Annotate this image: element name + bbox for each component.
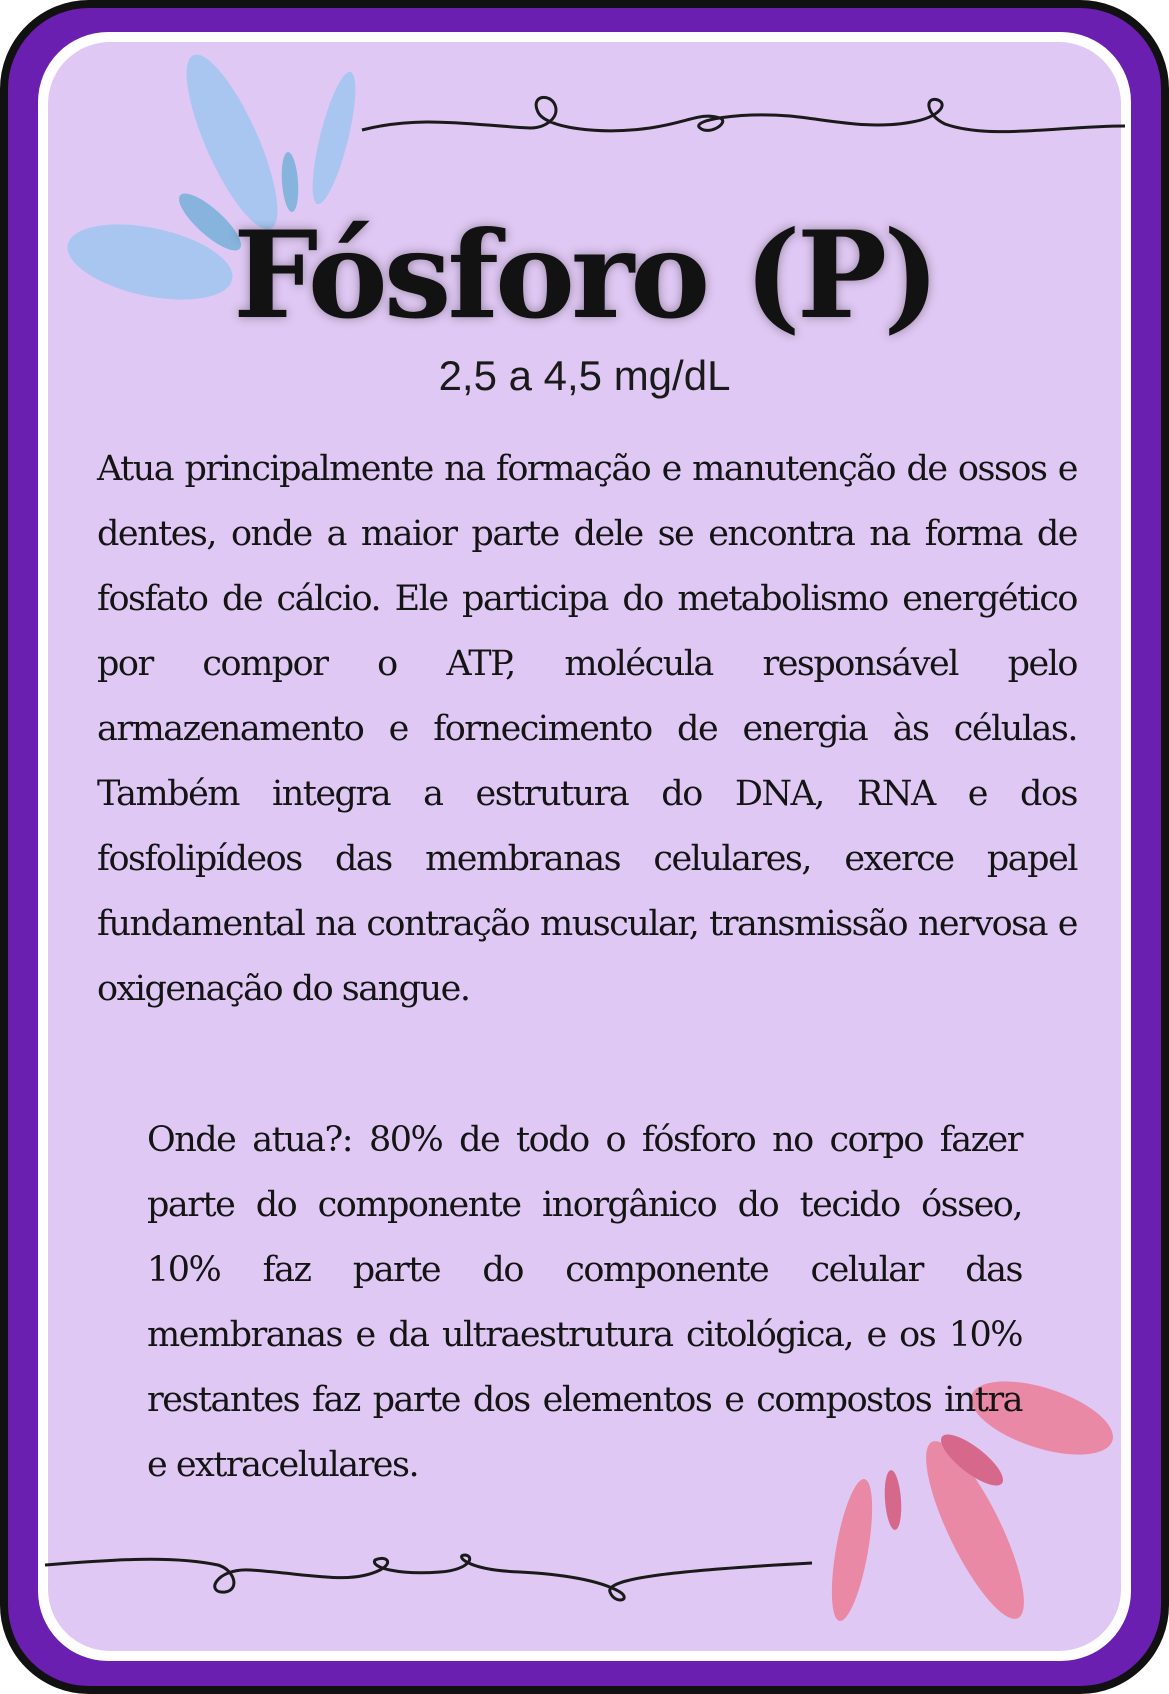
where-it-acts-paragraph: Onde atua?: 80% de todo o fósforo no corpo fazer parte do componente inorgânico do tecido ósseo, 10% faz parte do componente celular das membranas e da ultraestrutura citológica, e os 10% restantes faz parte dos elementos e compostos intra e extracelulares. (147, 1120, 1022, 1485)
page-title: Fósforo (P) (233, 205, 936, 346)
reference-range: 2,5 a 4,5 mg/dL (438, 352, 731, 399)
description-paragraph: Atua principalmente na formação e manutenção de ossos e dentes, onde a maior parte dele se encontra na forma de fosfato de cálcio. Ele participa do metabolismo energético por compor o ATP, molécula responsável pelo armazenamento e fornecimento de energia às células. Também integra a estrutura do DNA, RNA e dos fosfolipídeos das membranas celulares, exerce papel fundamental na contração muscular, transmissão nervosa e oxigenação do sangue. (97, 449, 1077, 1009)
